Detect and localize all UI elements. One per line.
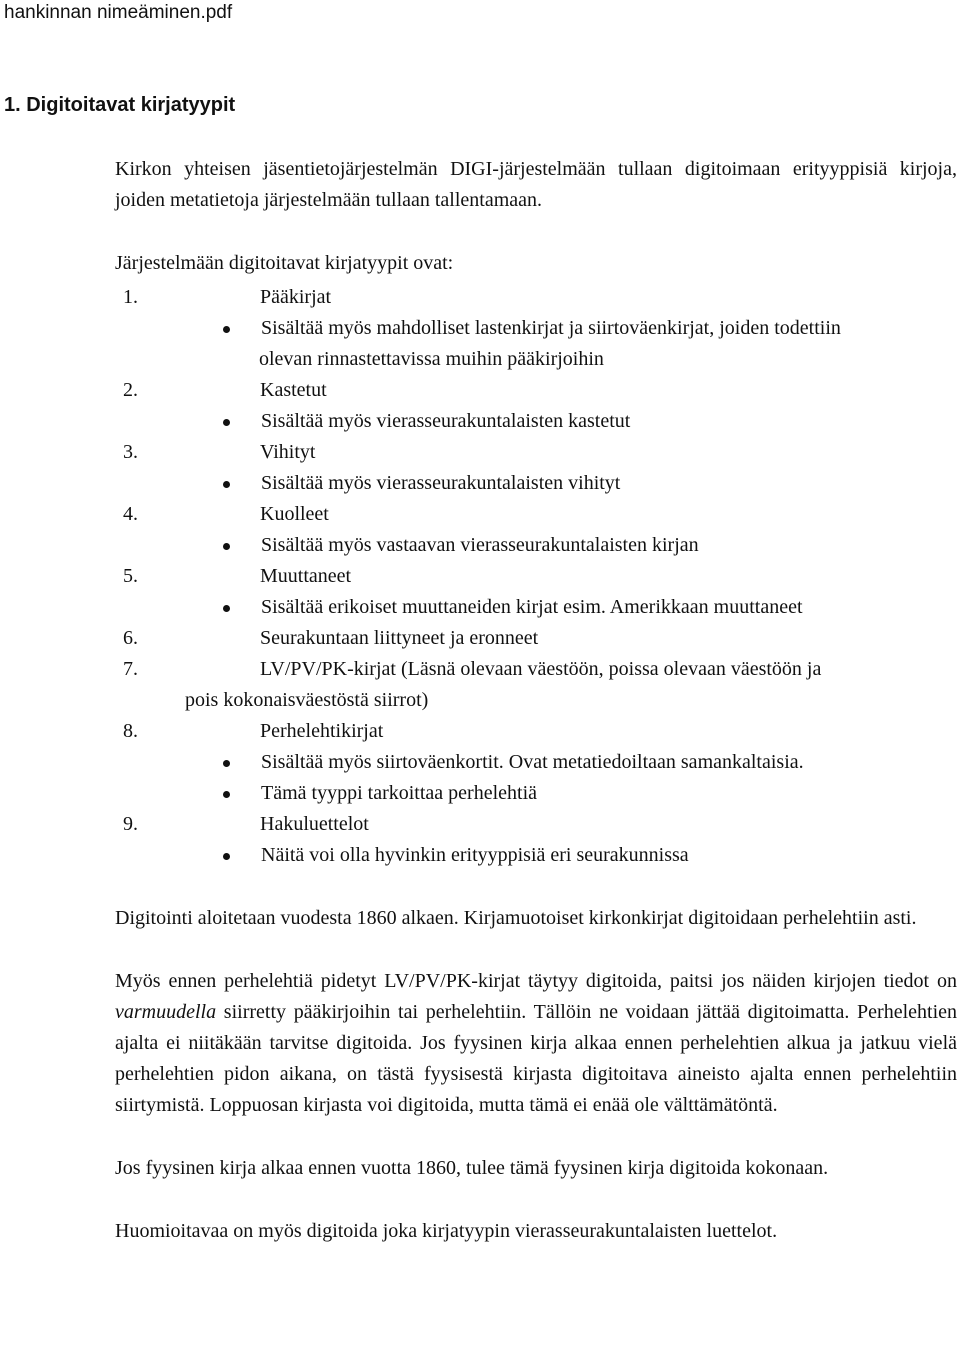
list-item [115,499,957,561]
sub-item-text: Sisältää myös vierasseurakuntalaisten kastetut [261,410,631,432]
list-item [115,561,957,623]
bullet-icon [115,468,261,499]
item-number: 5. [123,565,138,587]
item-number: 1. [123,286,138,308]
bullet-icon [115,592,261,623]
book-type-list [115,282,957,871]
section-heading: 1. Digitoitavat kirjatyypit [4,94,236,116]
bullet-icon [115,313,261,344]
item-label: Vihityt [260,441,316,463]
item-label: LV/PV/PK-kirjat (Läsnä olevaan väestöön, poissa olevaan väestöön ja [260,658,822,680]
item-label: Pääkirjat [260,286,332,308]
item-number: 8. [123,720,138,742]
paragraph-myos: Myös ennen perhelehtiä pidetyt LV/PV/PK-kirjat täytyy digitoida, paitsi jos näiden kirjojen tiedot on varmuudella siirretty pääkirjoihin tai perhelehtiin. Tällöin ne voidaan jättää digitoimatta. Perhelehtien ajalta ei niitäkään tarvitse digitoida. Jos fyysinen kirja alkaa ennen perhelehtien alkua ja jatkuu vielä perhelehtien pidon aikana, on tästä fyysisestä kirjasta digitoitava aineisto ajalta ennen perhelehtiin siirtymistä. Loppuosan kirjasta voi digitoida, mutta tämä ei enää ole välttämätöntä. [115,970,957,1116]
item-label: Kastetut [260,379,327,401]
list-intro: Järjestelmään digitoitavat kirjatyypit ovat: [115,252,454,274]
item-number: 7. [123,658,138,680]
item-number: 6. [123,627,138,649]
intro-paragraph: Kirkon yhteisen jäsentietojärjestelmän DIGI-järjestelmään tullaan digitoimaan erityyppisiä kirjoja, joiden metatietoja järjestelmään tullaan tallentamaan. [115,158,957,211]
sub-item-text: Sisältää myös mahdolliset lastenkirjat ja siirtoväenkirjat, joiden todettiin [261,317,841,339]
document-filename: hankinnan nimeäminen.pdf [4,2,233,23]
bullet-icon [115,778,261,809]
list-item [115,623,957,654]
paragraph-digitointi: Digitointi aloitetaan vuodesta 1860 alkaen. Kirjamuotoiset kirkonkirjat digitoidaan perhelehtiin asti. [115,907,917,929]
item-label: Hakuluettelot [260,813,369,835]
bullet-icon [115,530,261,561]
item-label: Seurakuntaan liittyneet ja eronneet [260,627,539,649]
item-label: Kuolleet [260,503,329,525]
document-body [115,154,957,1247]
item-number: 3. [123,441,138,463]
sub-item-text: Sisältää myös vierasseurakuntalaisten vihityt [261,472,621,494]
item-label: Perhelehtikirjat [260,720,384,742]
list-item [115,716,957,809]
sub-item-text: Sisältää myös vastaavan vierasseurakuntalaisten kirjan [261,534,699,556]
item-number: 9. [123,813,138,835]
list-item [115,375,957,437]
item-number: 4. [123,503,138,525]
list-item [115,809,957,871]
paragraph-jos: Jos fyysinen kirja alkaa ennen vuotta 1860, tulee tämä fyysinen kirja digitoida kokonaan. [115,1157,829,1179]
sub-item-text: Sisältää erikoiset muuttaneiden kirjat esim. Amerikkaan muuttaneet [261,596,803,618]
list-item [115,437,957,499]
sub-item-text: Näitä voi olla hyvinkin erityyppisiä eri seurakunnissa [261,844,689,866]
list-item [115,654,957,716]
sub-item-text-cont: olevan rinnastettavissa muihin pääkirjoihin [259,348,604,370]
item-label-cont: pois kokonaisväestöstä siirrot) [185,689,429,711]
bullet-icon [115,840,261,871]
sub-item-text: Tämä tyyppi tarkoittaa perhelehtiä [261,782,537,804]
bullet-icon [115,747,261,778]
emphasis-text: varmuudella [115,1001,217,1023]
list-item [115,282,957,375]
paragraph-huomioitavaa: Huomioitavaa on myös digitoida joka kirjatyypin vierasseurakuntalaisten luettelot. [115,1220,778,1242]
sub-item-text: Sisältää myös siirtoväenkortit. Ovat metatiedoiltaan samankaltaisia. [261,751,804,773]
item-number: 2. [123,379,138,401]
item-label: Muuttaneet [260,565,352,587]
bullet-icon [115,406,261,437]
